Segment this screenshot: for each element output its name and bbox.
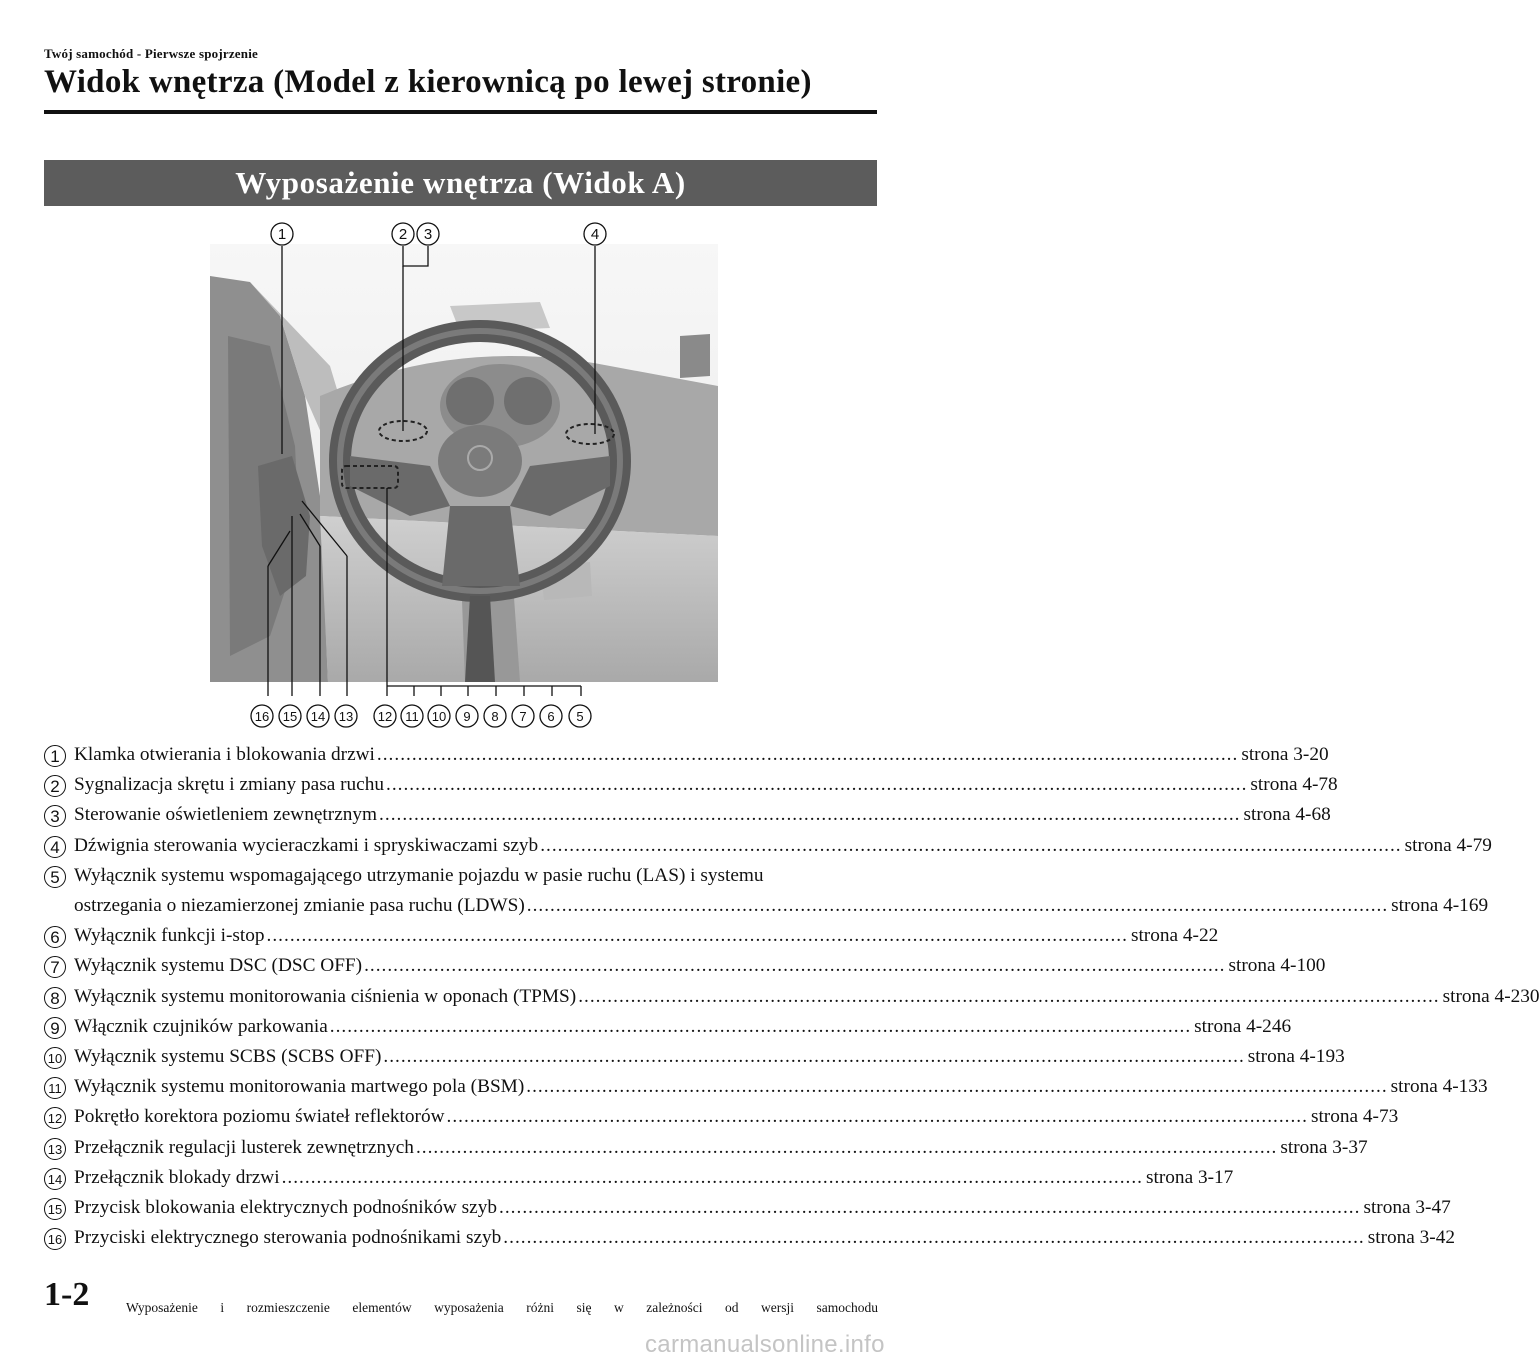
list-item [44,1193,1451,1223]
callout-4 [584,223,606,245]
callout-6 [540,705,562,727]
svg-text:8: 8 [491,709,499,724]
list-item [44,951,1326,981]
dot-leader: .................................................................................................................................................... [364,955,1226,977]
svg-text:9: 9 [463,709,471,724]
item-page: strona 4-169 [1391,895,1489,917]
list-item [44,1102,1399,1132]
section-kicker: Twój samochód - Pierwsze spojrzenie [44,46,258,61]
list-item [44,861,1489,921]
item-number: 9 [44,1017,66,1039]
item-page: strona 4-78 [1250,774,1338,796]
dot-leader: .................................................................................................................................................... [540,834,1402,856]
dot-leader: .................................................................................................................................................... [266,925,1128,947]
item-page: strona 4-22 [1130,925,1219,947]
callout-5 [569,705,591,727]
callout-1 [271,223,293,245]
callout-16 [251,705,273,727]
svg-text:15: 15 [282,709,298,724]
dot-leader: .................................................................................................................................................... [499,1197,1361,1219]
item-page: strona 3-37 [1280,1136,1368,1158]
item-label: Wyłącznik systemu monitorowania ciśnienia w oponach (TPMS) [74,985,577,1007]
item-page: strona 3-17 [1146,1166,1234,1188]
item-page: strona 3-42 [1367,1227,1455,1249]
callout-8 [484,705,506,727]
item-page: strona 4-193 [1247,1046,1345,1068]
item-label: Sterowanie oświetleniem zewnętrznym [74,804,378,826]
svg-text:2: 2 [398,226,408,243]
item-label: Przyciski elektrycznego sterowania podnośnikami szyb [74,1227,502,1249]
callout-3 [417,223,439,245]
item-number: 1 [44,745,66,767]
item-label: Wyłącznik systemu DSC (DSC OFF) [74,955,363,977]
list-item [44,1042,1345,1072]
item-page: strona 4-73 [1310,1106,1399,1128]
list-item [44,921,1219,951]
svg-text:16: 16 [254,709,270,724]
callout-2 [392,223,414,245]
item-label-line1: Wyłącznik systemu wspomagającego utrzymanie pojazdu w pasie ruchu (LAS) i systemu [74,864,764,886]
item-label: Klamka otwierania i blokowania drzwi [74,744,375,765]
item-label: Wyłącznik systemu monitorowania martwego pola (BSM) [74,1076,525,1098]
page-title: Widok wnętrza (Model z kierownicą po lewej stronie) [44,64,812,100]
dashboard-illustration [210,216,720,736]
svg-text:11: 11 [405,709,419,724]
item-page: strona 4-100 [1228,955,1326,977]
dot-leader: .................................................................................................................................................... [379,804,1241,826]
svg-text:7: 7 [519,709,527,724]
item-number: 15 [44,1198,66,1220]
dot-leader: .................................................................................................................................................... [383,1046,1245,1068]
list-item [44,770,1338,800]
list-item [44,740,1329,770]
list-item [44,1223,1455,1253]
list-item [44,1012,1292,1042]
item-number: 16 [44,1228,66,1250]
item-number: 12 [44,1107,66,1129]
item-number: 6 [44,926,66,948]
svg-text:10: 10 [431,709,447,724]
dot-leader: .................................................................................................................................................... [376,744,1239,765]
svg-text:5: 5 [576,709,584,724]
dot-leader: .................................................................................................................................................... [526,895,1389,917]
list-item [44,982,1540,1012]
callout-12 [374,705,396,727]
item-page: strona 4-68 [1243,804,1331,826]
item-list [44,740,1540,1253]
dot-leader: .................................................................................................................................................... [526,1076,1388,1098]
callout-7 [512,705,534,727]
item-number: 5 [44,866,66,888]
list-item [44,1072,1488,1102]
item-number: 7 [44,956,66,978]
list-item [44,800,1331,830]
item-number: 14 [44,1168,66,1190]
item-label: Pokrętło korektora poziomu świateł reflektorów [74,1106,445,1128]
callout-15 [279,705,301,727]
item-page: strona 4-133 [1390,1076,1488,1098]
dot-leader: .................................................................................................................................................... [446,1106,1308,1128]
dot-leader: .................................................................................................................................................... [386,774,1248,796]
item-page: strona 4-79 [1404,834,1492,856]
item-page: strona 3-47 [1363,1197,1451,1219]
item-number: 2 [44,775,66,797]
svg-text:4: 4 [590,226,600,243]
item-number: 4 [44,836,66,858]
dot-leader: .................................................................................................................................................... [503,1227,1365,1249]
item-page: strona 4-230 [1442,985,1540,1007]
dot-leader: .................................................................................................................................................... [415,1136,1278,1158]
item-label: Przycisk blokowania elektrycznych podnośników szyb [74,1197,498,1219]
item-label: Sygnalizacja skrętu i zmiany pasa ruchu [74,774,384,796]
callout-10 [428,705,450,727]
item-label: ostrzegania o niezamierzonej zmianie pasa ruchu (LDWS) [74,895,525,917]
svg-text:1: 1 [277,226,287,243]
dot-leader: .................................................................................................................................................... [578,985,1440,1007]
svg-text:13: 13 [338,709,354,724]
item-label: Wyłącznik systemu SCBS (SCBS OFF) [74,1046,382,1068]
item-page: strona 4-246 [1194,1015,1292,1037]
title-rule [44,110,877,114]
item-number: 13 [44,1138,66,1160]
svg-text:12: 12 [377,709,393,724]
svg-text:14: 14 [310,709,326,724]
item-label: Dźwignia sterowania wycieraczkami i spryskiwaczami szyb [74,834,539,856]
section-banner: Wyposażenie wnętrza (Widok A) [44,160,877,206]
callout-11 [401,705,423,727]
item-label: Przełącznik regulacji lusterek zewnętrznych [74,1136,414,1158]
item-number: 3 [44,805,66,827]
item-label: Wyłącznik funkcji i-stop [74,925,265,947]
footer-note: Wyposażenie i rozmieszczenie elementów wyposażenia różni się w zależności od wersji samochodu [126,1300,878,1315]
page-number: 1-2 [44,1276,90,1313]
callout-14 [307,705,329,727]
item-number: 8 [44,987,66,1009]
item-page: strona 3-20 [1241,744,1329,765]
interior-figure [210,216,720,736]
item-number: 10 [44,1047,66,1069]
item-number: 11 [44,1077,66,1099]
svg-text:3: 3 [423,226,433,243]
list-item [44,831,1492,861]
item-label: Włącznik czujników parkowania [74,1015,328,1037]
callout-13 [335,705,357,727]
list-item [44,1163,1234,1193]
callout-9 [456,705,478,727]
item-label: Przełącznik blokady drzwi [74,1166,280,1188]
dot-leader: .................................................................................................................................................... [329,1015,1192,1037]
svg-text:6: 6 [547,709,555,724]
dot-leader: .................................................................................................................................................... [281,1166,1143,1188]
watermark[interactable]: carmanualsonline.info [645,1331,885,1358]
list-item [44,1133,1368,1163]
